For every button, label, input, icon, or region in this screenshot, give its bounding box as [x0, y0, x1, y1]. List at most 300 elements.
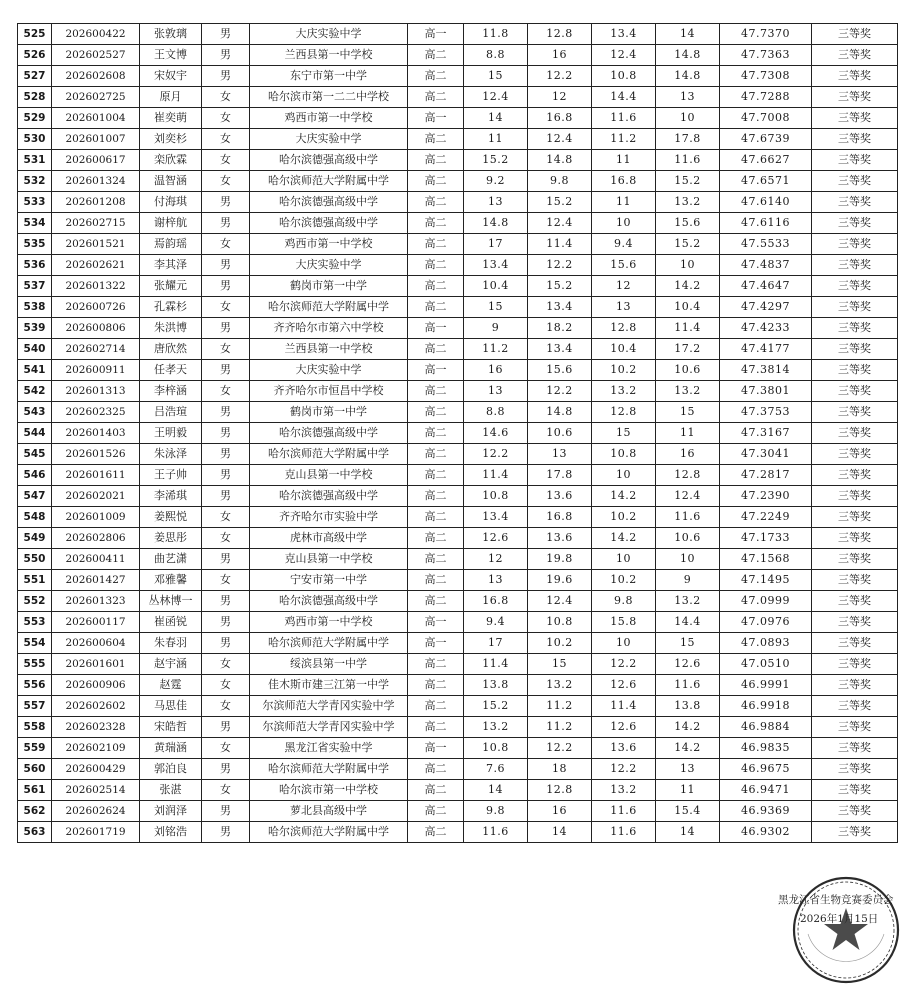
cell-student-id: 202602608: [52, 66, 140, 87]
cell-score-1: 13.2: [464, 717, 528, 738]
cell-rank: 553: [18, 612, 52, 633]
cell-score-1: 12.2: [464, 444, 528, 465]
table-row: [18, 234, 898, 255]
cell-school: 哈尔滨德强高级中学: [250, 591, 408, 612]
cell-rank: 532: [18, 171, 52, 192]
cell-rank: 533: [18, 192, 52, 213]
cell-grade: 高二: [408, 276, 464, 297]
cell-name: 崔函锐: [140, 612, 202, 633]
cell-rank: 559: [18, 738, 52, 759]
cell-rank: 538: [18, 297, 52, 318]
cell-total-score: 47.3041: [720, 444, 812, 465]
cell-score-3: 12: [592, 276, 656, 297]
table-row: [18, 66, 898, 87]
cell-score-3: 11.6: [592, 108, 656, 129]
cell-score-1: 9.2: [464, 171, 528, 192]
cell-score-4: 14.4: [656, 612, 720, 633]
cell-score-4: 15.2: [656, 234, 720, 255]
cell-rank: 563: [18, 822, 52, 843]
cell-name: 朱泳泽: [140, 444, 202, 465]
cell-gender: 男: [202, 717, 250, 738]
cell-score-1: 14: [464, 780, 528, 801]
cell-student-id: 202600726: [52, 297, 140, 318]
cell-total-score: 47.7363: [720, 45, 812, 66]
cell-score-2: 12.2: [528, 66, 592, 87]
cell-rank: 557: [18, 696, 52, 717]
cell-score-2: 15: [528, 654, 592, 675]
cell-total-score: 46.9471: [720, 780, 812, 801]
cell-score-3: 10.8: [592, 444, 656, 465]
cell-student-id: 202601719: [52, 822, 140, 843]
table-row: [18, 549, 898, 570]
cell-score-4: 13.8: [656, 696, 720, 717]
cell-score-3: 12.4: [592, 45, 656, 66]
cell-name: 刘奕杉: [140, 129, 202, 150]
cell-score-1: 13.4: [464, 507, 528, 528]
cell-rank: 558: [18, 717, 52, 738]
table-row: [18, 570, 898, 591]
cell-score-3: 13: [592, 297, 656, 318]
cell-grade: 高二: [408, 759, 464, 780]
cell-student-id: 202601601: [52, 654, 140, 675]
cell-gender: 女: [202, 738, 250, 759]
cell-score-2: 13.6: [528, 486, 592, 507]
cell-score-1: 9.8: [464, 801, 528, 822]
cell-score-3: 11.2: [592, 129, 656, 150]
cell-award: 三等奖: [812, 612, 898, 633]
cell-name: 王文博: [140, 45, 202, 66]
cell-score-3: 15: [592, 423, 656, 444]
table-row: [18, 360, 898, 381]
cell-school: 绥滨县第一中学: [250, 654, 408, 675]
cell-gender: 女: [202, 381, 250, 402]
cell-score-3: 14.2: [592, 528, 656, 549]
cell-student-id: 202602514: [52, 780, 140, 801]
cell-gender: 男: [202, 255, 250, 276]
cell-rank: 537: [18, 276, 52, 297]
cell-name: 吕浩瑄: [140, 402, 202, 423]
cell-score-4: 13: [656, 87, 720, 108]
cell-score-2: 12: [528, 87, 592, 108]
cell-school: 鹤岗市第一中学: [250, 276, 408, 297]
cell-total-score: 46.9302: [720, 822, 812, 843]
issue-date: 2026年1月15日: [800, 913, 879, 925]
cell-grade: 高二: [408, 192, 464, 213]
cell-score-4: 15: [656, 633, 720, 654]
cell-score-3: 13.2: [592, 780, 656, 801]
cell-award: 三等奖: [812, 318, 898, 339]
cell-gender: 男: [202, 549, 250, 570]
cell-score-4: 15: [656, 402, 720, 423]
cell-score-4: 13.2: [656, 591, 720, 612]
cell-school: 哈尔滨师范大学附属中学: [250, 297, 408, 318]
cell-gender: 男: [202, 318, 250, 339]
cell-gender: 女: [202, 507, 250, 528]
cell-grade: 高二: [408, 696, 464, 717]
table-row: [18, 486, 898, 507]
cell-gender: 女: [202, 696, 250, 717]
cell-score-3: 11.6: [592, 822, 656, 843]
cell-grade: 高一: [408, 738, 464, 759]
cell-grade: 高二: [408, 255, 464, 276]
cell-name: 赵霆: [140, 675, 202, 696]
cell-award: 三等奖: [812, 822, 898, 843]
cell-score-2: 16: [528, 45, 592, 66]
cell-gender: 女: [202, 150, 250, 171]
cell-score-1: 12: [464, 549, 528, 570]
cell-award: 三等奖: [812, 423, 898, 444]
cell-award: 三等奖: [812, 717, 898, 738]
cell-name: 李其泽: [140, 255, 202, 276]
cell-score-2: 12.2: [528, 381, 592, 402]
cell-score-4: 12.4: [656, 486, 720, 507]
cell-total-score: 47.2249: [720, 507, 812, 528]
table-row: [18, 654, 898, 675]
cell-award: 三等奖: [812, 339, 898, 360]
cell-award: 三等奖: [812, 108, 898, 129]
cell-score-4: 11.6: [656, 150, 720, 171]
cell-total-score: 47.3753: [720, 402, 812, 423]
cell-name: 刘润泽: [140, 801, 202, 822]
cell-rank: 551: [18, 570, 52, 591]
cell-total-score: 46.9991: [720, 675, 812, 696]
cell-gender: 女: [202, 234, 250, 255]
cell-score-1: 10.8: [464, 738, 528, 759]
table-row: [18, 276, 898, 297]
cell-rank: 528: [18, 87, 52, 108]
cell-gender: 男: [202, 486, 250, 507]
cell-score-1: 9: [464, 318, 528, 339]
cell-total-score: 47.7288: [720, 87, 812, 108]
cell-student-id: 202601009: [52, 507, 140, 528]
cell-score-2: 14.8: [528, 150, 592, 171]
cell-award: 三等奖: [812, 171, 898, 192]
cell-rank: 529: [18, 108, 52, 129]
cell-grade: 高二: [408, 213, 464, 234]
cell-rank: 531: [18, 150, 52, 171]
cell-award: 三等奖: [812, 465, 898, 486]
table-row: [18, 591, 898, 612]
cell-score-1: 11.2: [464, 339, 528, 360]
cell-score-1: 11: [464, 129, 528, 150]
cell-score-1: 11.4: [464, 465, 528, 486]
cell-score-1: 14: [464, 108, 528, 129]
cell-gender: 女: [202, 339, 250, 360]
table-row: [18, 696, 898, 717]
cell-award: 三等奖: [812, 738, 898, 759]
cell-student-id: 202601004: [52, 108, 140, 129]
cell-school: 哈尔滨德强高级中学: [250, 213, 408, 234]
cell-student-id: 202602621: [52, 255, 140, 276]
cell-score-1: 8.8: [464, 45, 528, 66]
cell-score-3: 12.6: [592, 717, 656, 738]
table-row: [18, 297, 898, 318]
cell-student-id: 202601611: [52, 465, 140, 486]
cell-school: 尔滨师范大学青冈实验中学: [250, 717, 408, 738]
cell-score-1: 17: [464, 633, 528, 654]
cell-grade: 高二: [408, 45, 464, 66]
cell-school: 大庆实验中学: [250, 360, 408, 381]
cell-score-2: 16.8: [528, 108, 592, 129]
cell-total-score: 47.4177: [720, 339, 812, 360]
cell-name: 姜熙悦: [140, 507, 202, 528]
cell-score-3: 15.6: [592, 255, 656, 276]
cell-name: 温智涵: [140, 171, 202, 192]
cell-total-score: 47.4837: [720, 255, 812, 276]
cell-grade: 高二: [408, 465, 464, 486]
cell-gender: 女: [202, 570, 250, 591]
cell-student-id: 202602806: [52, 528, 140, 549]
cell-school: 鸡西市第一中学校: [250, 612, 408, 633]
cell-award: 三等奖: [812, 633, 898, 654]
cell-total-score: 47.1495: [720, 570, 812, 591]
cell-score-3: 10.2: [592, 507, 656, 528]
cell-score-4: 11: [656, 423, 720, 444]
cell-school: 克山县第一中学校: [250, 465, 408, 486]
cell-score-1: 16: [464, 360, 528, 381]
cell-name: 宋皓哲: [140, 717, 202, 738]
cell-school: 哈尔滨德强高级中学: [250, 192, 408, 213]
table-row: [18, 45, 898, 66]
cell-name: 张湛: [140, 780, 202, 801]
cell-score-3: 13.2: [592, 381, 656, 402]
cell-total-score: 47.4233: [720, 318, 812, 339]
cell-score-3: 15.8: [592, 612, 656, 633]
table-row: [18, 822, 898, 843]
cell-student-id: 202602109: [52, 738, 140, 759]
cell-gender: 女: [202, 297, 250, 318]
cell-score-3: 9.4: [592, 234, 656, 255]
cell-name: 谢梓航: [140, 213, 202, 234]
cell-rank: 554: [18, 633, 52, 654]
cell-rank: 547: [18, 486, 52, 507]
cell-school: 克山县第一中学校: [250, 549, 408, 570]
cell-student-id: 202601324: [52, 171, 140, 192]
cell-rank: 561: [18, 780, 52, 801]
cell-score-3: 11: [592, 192, 656, 213]
cell-score-4: 10: [656, 108, 720, 129]
cell-grade: 高二: [408, 171, 464, 192]
cell-score-2: 12.2: [528, 738, 592, 759]
cell-gender: 女: [202, 528, 250, 549]
cell-score-4: 16: [656, 444, 720, 465]
cell-score-3: 10: [592, 465, 656, 486]
cell-school: 东宁市第一中学: [250, 66, 408, 87]
cell-score-2: 11.4: [528, 234, 592, 255]
cell-student-id: 202601521: [52, 234, 140, 255]
cell-rank: 539: [18, 318, 52, 339]
footer-seal-area: [770, 868, 908, 994]
cell-total-score: 46.9369: [720, 801, 812, 822]
cell-score-2: 12.4: [528, 591, 592, 612]
cell-score-4: 10.4: [656, 297, 720, 318]
cell-score-4: 10.6: [656, 360, 720, 381]
table-row: [18, 129, 898, 150]
cell-score-2: 14: [528, 822, 592, 843]
table-row: [18, 507, 898, 528]
cell-grade: 高一: [408, 24, 464, 45]
cell-student-id: 202600604: [52, 633, 140, 654]
table-row: [18, 213, 898, 234]
cell-grade: 高二: [408, 780, 464, 801]
cell-score-4: 11.6: [656, 675, 720, 696]
cell-score-4: 14.2: [656, 276, 720, 297]
cell-score-1: 15.2: [464, 150, 528, 171]
cell-grade: 高一: [408, 612, 464, 633]
cell-score-2: 14.8: [528, 402, 592, 423]
cell-score-4: 9: [656, 570, 720, 591]
cell-grade: 高二: [408, 444, 464, 465]
cell-total-score: 47.1733: [720, 528, 812, 549]
cell-grade: 高二: [408, 549, 464, 570]
cell-score-1: 15.2: [464, 696, 528, 717]
cell-school: 佳木斯市建三江第一中学: [250, 675, 408, 696]
table-row: [18, 150, 898, 171]
cell-score-3: 13.6: [592, 738, 656, 759]
cell-score-1: 7.6: [464, 759, 528, 780]
cell-school: 哈尔滨德强高级中学: [250, 150, 408, 171]
cell-school: 哈尔滨师范大学附属中学: [250, 822, 408, 843]
cell-rank: 549: [18, 528, 52, 549]
cell-school: 萝北县高级中学: [250, 801, 408, 822]
cell-award: 三等奖: [812, 234, 898, 255]
cell-award: 三等奖: [812, 66, 898, 87]
cell-school: 兰西县第一中学校: [250, 45, 408, 66]
cell-rank: 560: [18, 759, 52, 780]
cell-name: 原月: [140, 87, 202, 108]
cell-school: 尔滨师范大学青冈实验中学: [250, 696, 408, 717]
cell-school: 兰西县第一中学校: [250, 339, 408, 360]
cell-grade: 高一: [408, 633, 464, 654]
cell-score-3: 10: [592, 633, 656, 654]
cell-score-1: 15: [464, 66, 528, 87]
cell-total-score: 46.9918: [720, 696, 812, 717]
cell-score-2: 16.8: [528, 507, 592, 528]
cell-award: 三等奖: [812, 444, 898, 465]
cell-total-score: 47.6140: [720, 192, 812, 213]
cell-name: 孔霖杉: [140, 297, 202, 318]
cell-name: 曲艺潇: [140, 549, 202, 570]
cell-student-id: 202601313: [52, 381, 140, 402]
cell-total-score: 47.7370: [720, 24, 812, 45]
cell-total-score: 47.0999: [720, 591, 812, 612]
table-row: [18, 780, 898, 801]
cell-student-id: 202601526: [52, 444, 140, 465]
cell-score-4: 14.2: [656, 738, 720, 759]
cell-score-4: 13.2: [656, 381, 720, 402]
cell-grade: 高二: [408, 339, 464, 360]
cell-total-score: 47.0893: [720, 633, 812, 654]
cell-name: 栾欣霖: [140, 150, 202, 171]
cell-score-2: 11.2: [528, 696, 592, 717]
cell-total-score: 47.0976: [720, 612, 812, 633]
table-row: [18, 633, 898, 654]
cell-award: 三等奖: [812, 213, 898, 234]
cell-score-3: 14.2: [592, 486, 656, 507]
cell-total-score: 47.3167: [720, 423, 812, 444]
cell-school: 哈尔滨师范大学附属中学: [250, 633, 408, 654]
cell-total-score: 47.6627: [720, 150, 812, 171]
cell-score-1: 11.6: [464, 822, 528, 843]
cell-score-2: 16: [528, 801, 592, 822]
cell-total-score: 47.5533: [720, 234, 812, 255]
cell-score-2: 13.2: [528, 675, 592, 696]
organizer-name: 黑龙江省生物竞赛委员会: [778, 894, 894, 906]
table-row: [18, 339, 898, 360]
cell-name: 朱洪博: [140, 318, 202, 339]
cell-award: 三等奖: [812, 780, 898, 801]
cell-award: 三等奖: [812, 486, 898, 507]
cell-name: 李梓涵: [140, 381, 202, 402]
cell-score-4: 11.6: [656, 507, 720, 528]
table-row: [18, 801, 898, 822]
cell-grade: 高二: [408, 486, 464, 507]
cell-name: 宋奴宇: [140, 66, 202, 87]
cell-student-id: 202601323: [52, 591, 140, 612]
cell-student-id: 202601007: [52, 129, 140, 150]
cell-rank: 543: [18, 402, 52, 423]
cell-school: 鹤岗市第一中学: [250, 402, 408, 423]
cell-score-3: 10.8: [592, 66, 656, 87]
cell-student-id: 202600806: [52, 318, 140, 339]
cell-gender: 男: [202, 759, 250, 780]
cell-score-3: 13.4: [592, 24, 656, 45]
cell-name: 张敦璃: [140, 24, 202, 45]
cell-score-1: 13.8: [464, 675, 528, 696]
cell-score-2: 13.6: [528, 528, 592, 549]
cell-school: 鸡西市第一中学校: [250, 234, 408, 255]
cell-school: 哈尔滨师范大学附属中学: [250, 444, 408, 465]
cell-gender: 女: [202, 129, 250, 150]
cell-award: 三等奖: [812, 24, 898, 45]
table-row: [18, 381, 898, 402]
cell-gender: 女: [202, 87, 250, 108]
cell-student-id: 202600429: [52, 759, 140, 780]
cell-score-1: 15: [464, 297, 528, 318]
cell-score-2: 11.2: [528, 717, 592, 738]
cell-school: 齐齐哈尔市恒昌中学校: [250, 381, 408, 402]
cell-gender: 男: [202, 66, 250, 87]
cell-name: 郭泊良: [140, 759, 202, 780]
cell-gender: 男: [202, 24, 250, 45]
cell-score-4: 10: [656, 255, 720, 276]
table-row: [18, 87, 898, 108]
cell-school: 鸡西市第一中学校: [250, 108, 408, 129]
cell-gender: 男: [202, 402, 250, 423]
table-row: [18, 612, 898, 633]
cell-score-2: 12.4: [528, 213, 592, 234]
results-sheet: [17, 23, 897, 843]
cell-award: 三等奖: [812, 276, 898, 297]
cell-award: 三等奖: [812, 129, 898, 150]
table-row: [18, 171, 898, 192]
cell-rank: 542: [18, 381, 52, 402]
cell-grade: 高二: [408, 423, 464, 444]
cell-name: 朱春羽: [140, 633, 202, 654]
cell-gender: 女: [202, 108, 250, 129]
cell-name: 张耀元: [140, 276, 202, 297]
cell-school: 哈尔滨德强高级中学: [250, 486, 408, 507]
cell-name: 付海琪: [140, 192, 202, 213]
cell-gender: 男: [202, 822, 250, 843]
cell-total-score: 47.4297: [720, 297, 812, 318]
cell-score-1: 9.4: [464, 612, 528, 633]
cell-student-id: 202602714: [52, 339, 140, 360]
cell-grade: 高一: [408, 360, 464, 381]
cell-score-4: 13.2: [656, 192, 720, 213]
cell-rank: 540: [18, 339, 52, 360]
cell-score-1: 13: [464, 192, 528, 213]
